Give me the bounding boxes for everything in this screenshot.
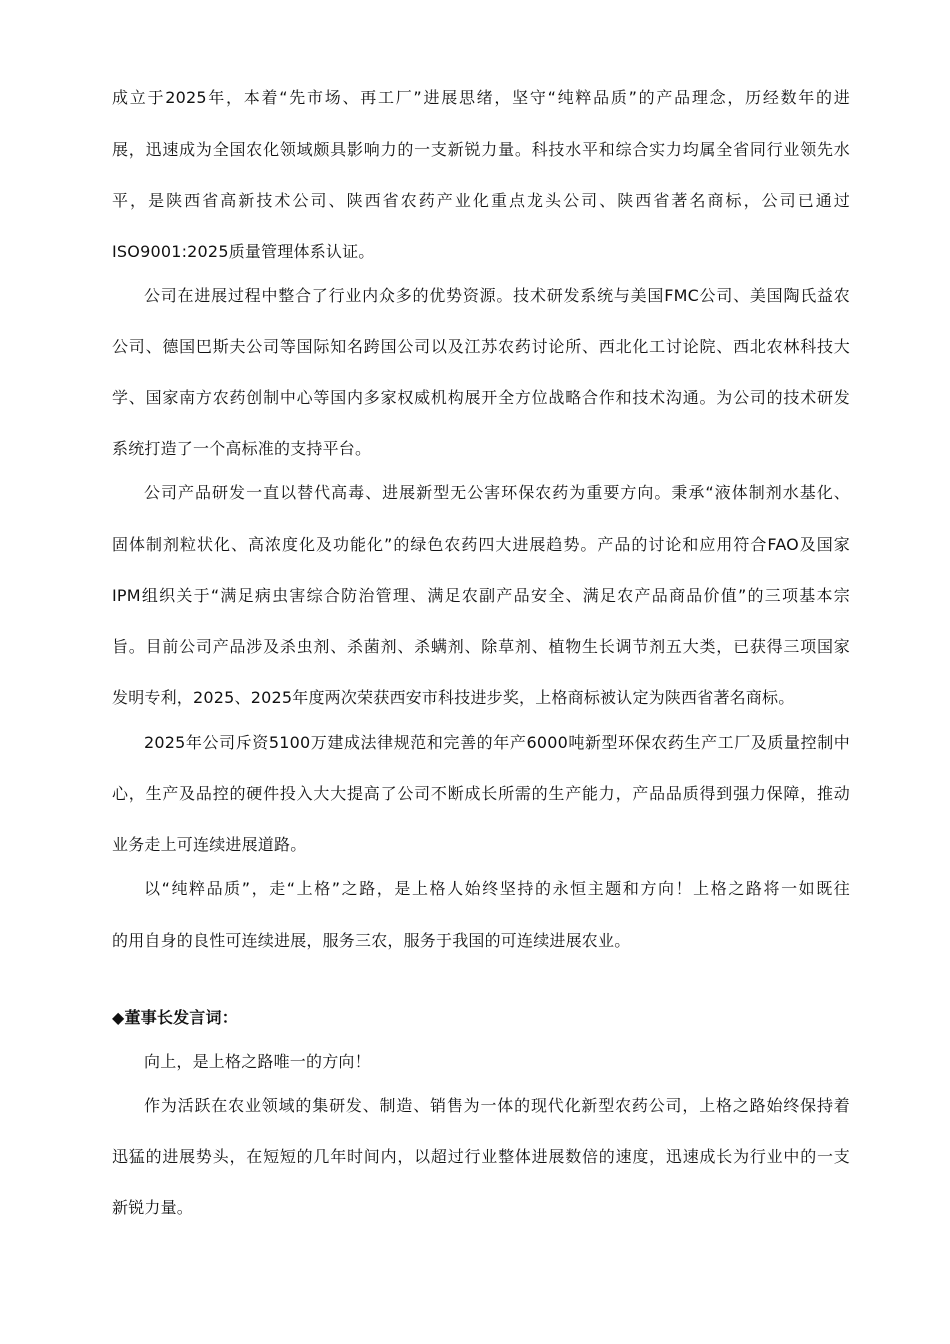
text-line: 心，生产及品控的硬件投入大大提高了公司不断成长所需的生产能力，产品品质得到强力保障，推动	[112, 784, 850, 803]
text-line: 发明专利，2025、2025年度两次荣获西安市科技进步奖，上格商标被认定为陕西省著名商标。	[112, 688, 795, 707]
text-line: 公司、德国巴斯夫公司等国际知名跨国公司以及江苏农药讨论所、西北化工讨论院、西北农林科技大	[112, 337, 850, 356]
text-line: 固体制剂粒状化、高浓度化及功能化”的绿色农药四大进展趋势。产品的讨论和应用符合FAO及国家	[112, 535, 850, 554]
text-line: 以“纯粹品质”，走“上格”之路，是上格人始终坚持的永恒主题和方向！上格之路将一如既往	[144, 879, 850, 898]
text-line: 系统打造了一个高标准的支持平台。	[112, 439, 372, 458]
text-line: 新锐力量。	[112, 1198, 194, 1217]
text-line: 成立于2025年，本着“先市场、再工厂”进展思绪，坚守“纯粹品质”的产品理念，历经数年的进	[112, 88, 850, 107]
section-heading: ◆董事长发言词：	[112, 1008, 238, 1027]
text-line: ISO9001:2025质量管理体系认证。	[112, 242, 375, 261]
text-line: IPM组织关于“满足病虫害综合防治管理、满足农副产品安全、满足农产品商品价值”的三项基本宗	[112, 586, 850, 605]
text-line: 学、国家南方农药创制中心等国内多家权威机构展开全方位战略合作和技术沟通。为公司的技术研发	[112, 388, 850, 407]
text-line: 公司产品研发一直以替代高毒、进展新型无公害环保农药为重要方向。秉承“液体制剂水基化、	[144, 483, 850, 502]
text-line: 平，是陕西省高新技术公司、陕西省农药产业化重点龙头公司、陕西省著名商标，公司已通过	[112, 191, 850, 210]
section-lead: 向上，是上格之路唯一的方向！	[144, 1052, 371, 1071]
text-line: 业务走上可连续进展道路。	[112, 835, 307, 854]
text-line: 迅猛的进展势头，在短短的几年时间内，以超过行业整体进展数倍的速度，迅速成长为行业中的一支	[112, 1147, 850, 1166]
text-line: 公司在进展过程中整合了行业内众多的优势资源。技术研发系统与美国FMC公司、美国陶氏益农	[144, 286, 850, 305]
text-line: 旨。目前公司产品涉及杀虫剂、杀菌剂、杀螨剂、除草剂、植物生长调节剂五大类，已获得三项国家	[112, 637, 850, 656]
text-line: 的用自身的良性可连续进展，服务三农，服务于我国的可连续进展农业。	[112, 931, 631, 950]
text-line: 展，迅速成为全国农化领域颇具影响力的一支新锐力量。科技水平和综合实力均属全省同行业领先水	[112, 140, 850, 159]
text-line: 作为活跃在农业领域的集研发、制造、销售为一体的现代化新型农药公司，上格之路始终保持着	[144, 1096, 850, 1115]
text-line: 2025年公司斥资5100万建成法律规范和完善的年产6000吨新型环保农药生产工厂及质量控制中	[144, 733, 850, 752]
